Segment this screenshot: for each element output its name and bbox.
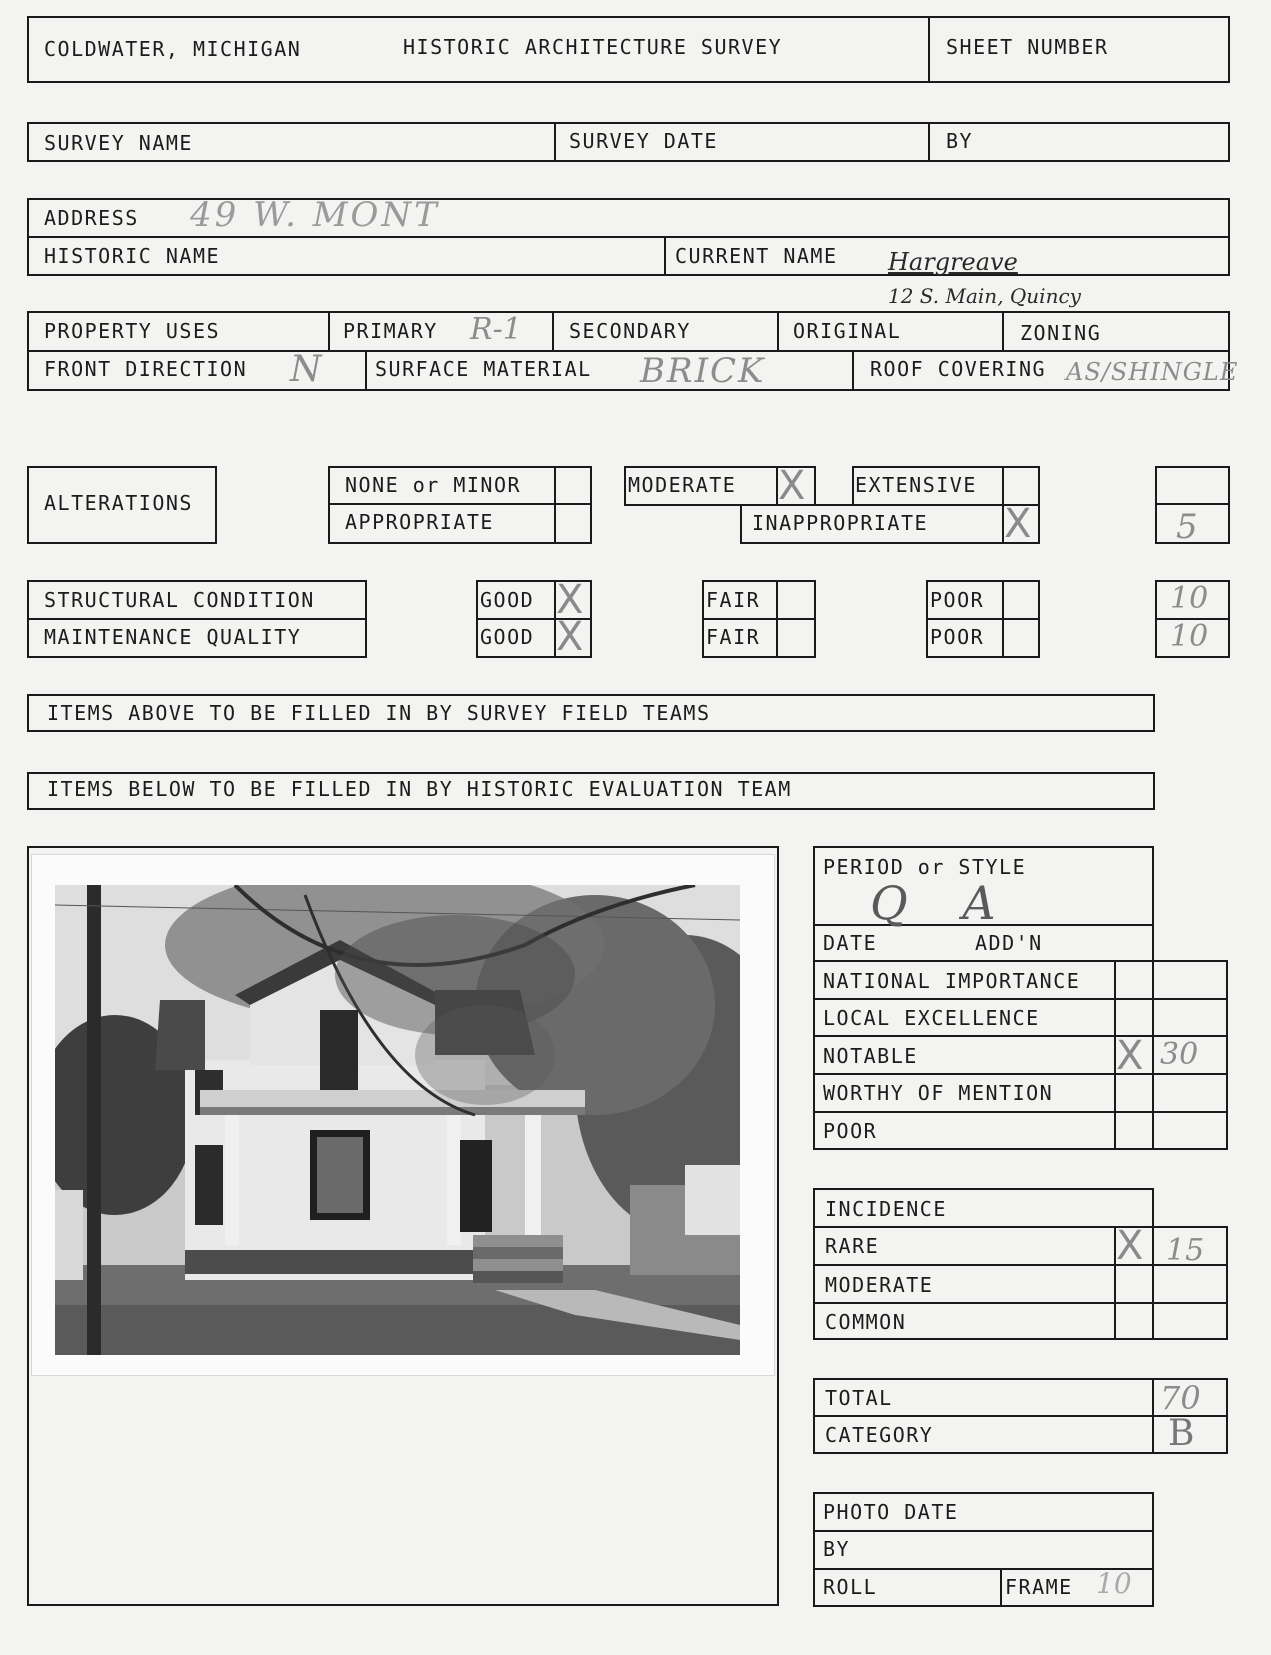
structural-fair-label: FAIR xyxy=(706,588,761,612)
survey-date-label: SURVEY DATE xyxy=(569,129,718,153)
maintenance-quality-label: MAINTENANCE QUALITY xyxy=(44,625,302,649)
photo-date-label: PHOTO DATE xyxy=(823,1500,959,1524)
incidence-rare: RARE xyxy=(825,1234,880,1258)
prop-div-6 xyxy=(852,350,854,391)
current-name-label: CURRENT NAME xyxy=(675,244,838,268)
prop-div-3 xyxy=(777,311,779,351)
category-value: B xyxy=(1168,1413,1195,1454)
photo-area-bottom xyxy=(27,1604,779,1606)
photo-area-left xyxy=(27,846,29,1606)
note-above-text: ITEMS ABOVE TO BE FILLED IN BY SURVEY FIELD TEAMS xyxy=(47,701,711,725)
significance-scorecol xyxy=(1152,960,1154,1150)
structural-condition-label: STRUCTURAL CONDITION xyxy=(44,588,315,612)
prop-div-5 xyxy=(365,350,367,391)
significance-national: NATIONAL IMPORTANCE xyxy=(823,969,1081,993)
photo-area-right xyxy=(777,846,779,1606)
front-direction-label: FRONT DIRECTION xyxy=(44,357,248,381)
addn-label: ADD'N xyxy=(975,931,1043,955)
note-above-right xyxy=(1153,694,1155,732)
note-below-left xyxy=(27,772,29,810)
poor-checkcol xyxy=(1002,580,1004,658)
photo-info-row-1 xyxy=(813,1530,1154,1532)
extensive-label: EXTENSIVE xyxy=(855,473,977,497)
poor-divider xyxy=(926,618,1040,620)
roof-covering-label: ROOF COVERING xyxy=(870,357,1047,381)
structural-good-label: GOOD xyxy=(480,588,535,612)
rare-score: 15 xyxy=(1166,1233,1205,1268)
period-label: PERIOD or STYLE xyxy=(823,855,1027,879)
inappropriate-check: X xyxy=(1004,501,1032,547)
incidence-label: INCIDENCE xyxy=(825,1197,947,1221)
survey-name-label: SURVEY NAME xyxy=(44,131,193,155)
fair-checkcol xyxy=(776,580,778,658)
frame-value: 10 xyxy=(1096,1567,1132,1600)
total-value: 70 xyxy=(1160,1379,1201,1417)
survey-divider-1 xyxy=(554,122,556,162)
survey-divider-2 xyxy=(928,122,930,162)
zoning-label: ZONING xyxy=(1020,321,1102,345)
secondary-label: SECONDARY xyxy=(569,319,691,343)
property-divider xyxy=(27,350,1230,352)
note-below-right xyxy=(1153,772,1155,810)
none-minor-divider xyxy=(328,503,592,505)
photo-by-label: BY xyxy=(823,1537,851,1561)
prop-div-2 xyxy=(552,311,554,351)
maintenance-fair-label: FAIR xyxy=(706,625,761,649)
inappropriate-label: INAPPROPRIATE xyxy=(752,511,929,535)
property-uses-label: PROPERTY USES xyxy=(44,319,221,343)
notable-score: 30 xyxy=(1160,1037,1199,1072)
total-valuecol xyxy=(1152,1378,1154,1454)
note-below-text: ITEMS BELOW TO BE FILLED IN BY HISTORIC EVALUATION TEAM xyxy=(47,777,792,801)
incidence-moderate: MODERATE xyxy=(825,1273,934,1297)
maintenance-good-check: X xyxy=(556,614,584,660)
frame-label: FRAME xyxy=(1005,1575,1073,1599)
structural-poor-label: POOR xyxy=(930,588,985,612)
category-label: CATEGORY xyxy=(825,1423,934,1447)
historic-name-label: HISTORIC NAME xyxy=(44,244,221,268)
survey-right-edge xyxy=(1228,122,1230,162)
rare-check: X xyxy=(1116,1223,1144,1269)
city-label: COLDWATER, MICHIGAN xyxy=(44,37,302,61)
moderate-check: X xyxy=(778,463,806,509)
alterations-score: 5 xyxy=(1176,507,1198,547)
structural-good-check: X xyxy=(556,577,584,623)
primary-value: R-1 xyxy=(470,312,522,347)
primary-label: PRIMARY xyxy=(343,319,438,343)
photo-area-top xyxy=(27,846,779,848)
address-label: ADDRESS xyxy=(44,206,139,230)
significance-row-4 xyxy=(813,1111,1228,1113)
house-illustration xyxy=(55,885,740,1355)
incidence-row-2 xyxy=(813,1302,1228,1304)
appropriate-label: APPROPRIATE xyxy=(345,510,494,534)
original-label: ORIGINAL xyxy=(793,319,902,343)
maintenance-good-label: GOOD xyxy=(480,625,535,649)
condition-labels-divider xyxy=(27,618,367,620)
current-name-note: 12 S. Main, Quincy xyxy=(888,284,1081,308)
alterations-score-divider xyxy=(1155,503,1230,505)
date-label: DATE xyxy=(823,931,878,955)
surface-material-value: BRICK xyxy=(640,351,766,391)
note-below-top xyxy=(27,772,1155,774)
significance-row-1 xyxy=(813,998,1228,1000)
maintenance-poor-label: POOR xyxy=(930,625,985,649)
incidence-scorecol xyxy=(1152,1226,1154,1340)
none-minor-label: NONE or MINOR xyxy=(345,473,522,497)
note-below-bottom xyxy=(27,808,1155,810)
front-direction-value: N xyxy=(290,349,322,390)
extensive-checkcol xyxy=(1002,466,1004,506)
maintenance-score: 10 xyxy=(1170,619,1209,654)
significance-local: LOCAL EXCELLENCE xyxy=(823,1006,1040,1030)
prop-div-4 xyxy=(1002,311,1004,351)
significance-worthy: WORTHY OF MENTION xyxy=(823,1081,1054,1105)
survey-by-label: BY xyxy=(946,129,974,153)
total-label: TOTAL xyxy=(825,1386,893,1410)
alterations-label: ALTERATIONS xyxy=(44,491,193,515)
address-value: 49 W. MONT xyxy=(190,195,440,235)
header-divider xyxy=(928,16,930,83)
moderate-label: MODERATE xyxy=(628,473,737,497)
incidence-common: COMMON xyxy=(825,1310,907,1334)
current-name-divider xyxy=(664,236,666,276)
prop-div-1 xyxy=(328,311,330,351)
surface-material-label: SURFACE MATERIAL xyxy=(375,357,592,381)
period-value: Q A xyxy=(870,876,1016,930)
house-photo xyxy=(55,885,740,1355)
none-minor-checkcol xyxy=(554,466,556,544)
roll-label: ROLL xyxy=(823,1575,878,1599)
frame-divider xyxy=(1000,1568,1002,1607)
fair-divider xyxy=(702,618,816,620)
notable-check: X xyxy=(1116,1033,1144,1079)
significance-poor: POOR xyxy=(823,1119,878,1143)
address-divider xyxy=(27,236,1230,238)
roof-covering-value: AS/SHINGLE xyxy=(1066,358,1239,386)
sheet-number-label: SHEET NUMBER xyxy=(946,35,1109,59)
form-title: HISTORIC ARCHITECTURE SURVEY xyxy=(403,35,783,59)
current-name-value: Hargreave xyxy=(888,248,1018,276)
significance-row-3 xyxy=(813,1073,1228,1075)
structural-score: 10 xyxy=(1170,581,1209,616)
significance-notable: NOTABLE xyxy=(823,1044,918,1068)
